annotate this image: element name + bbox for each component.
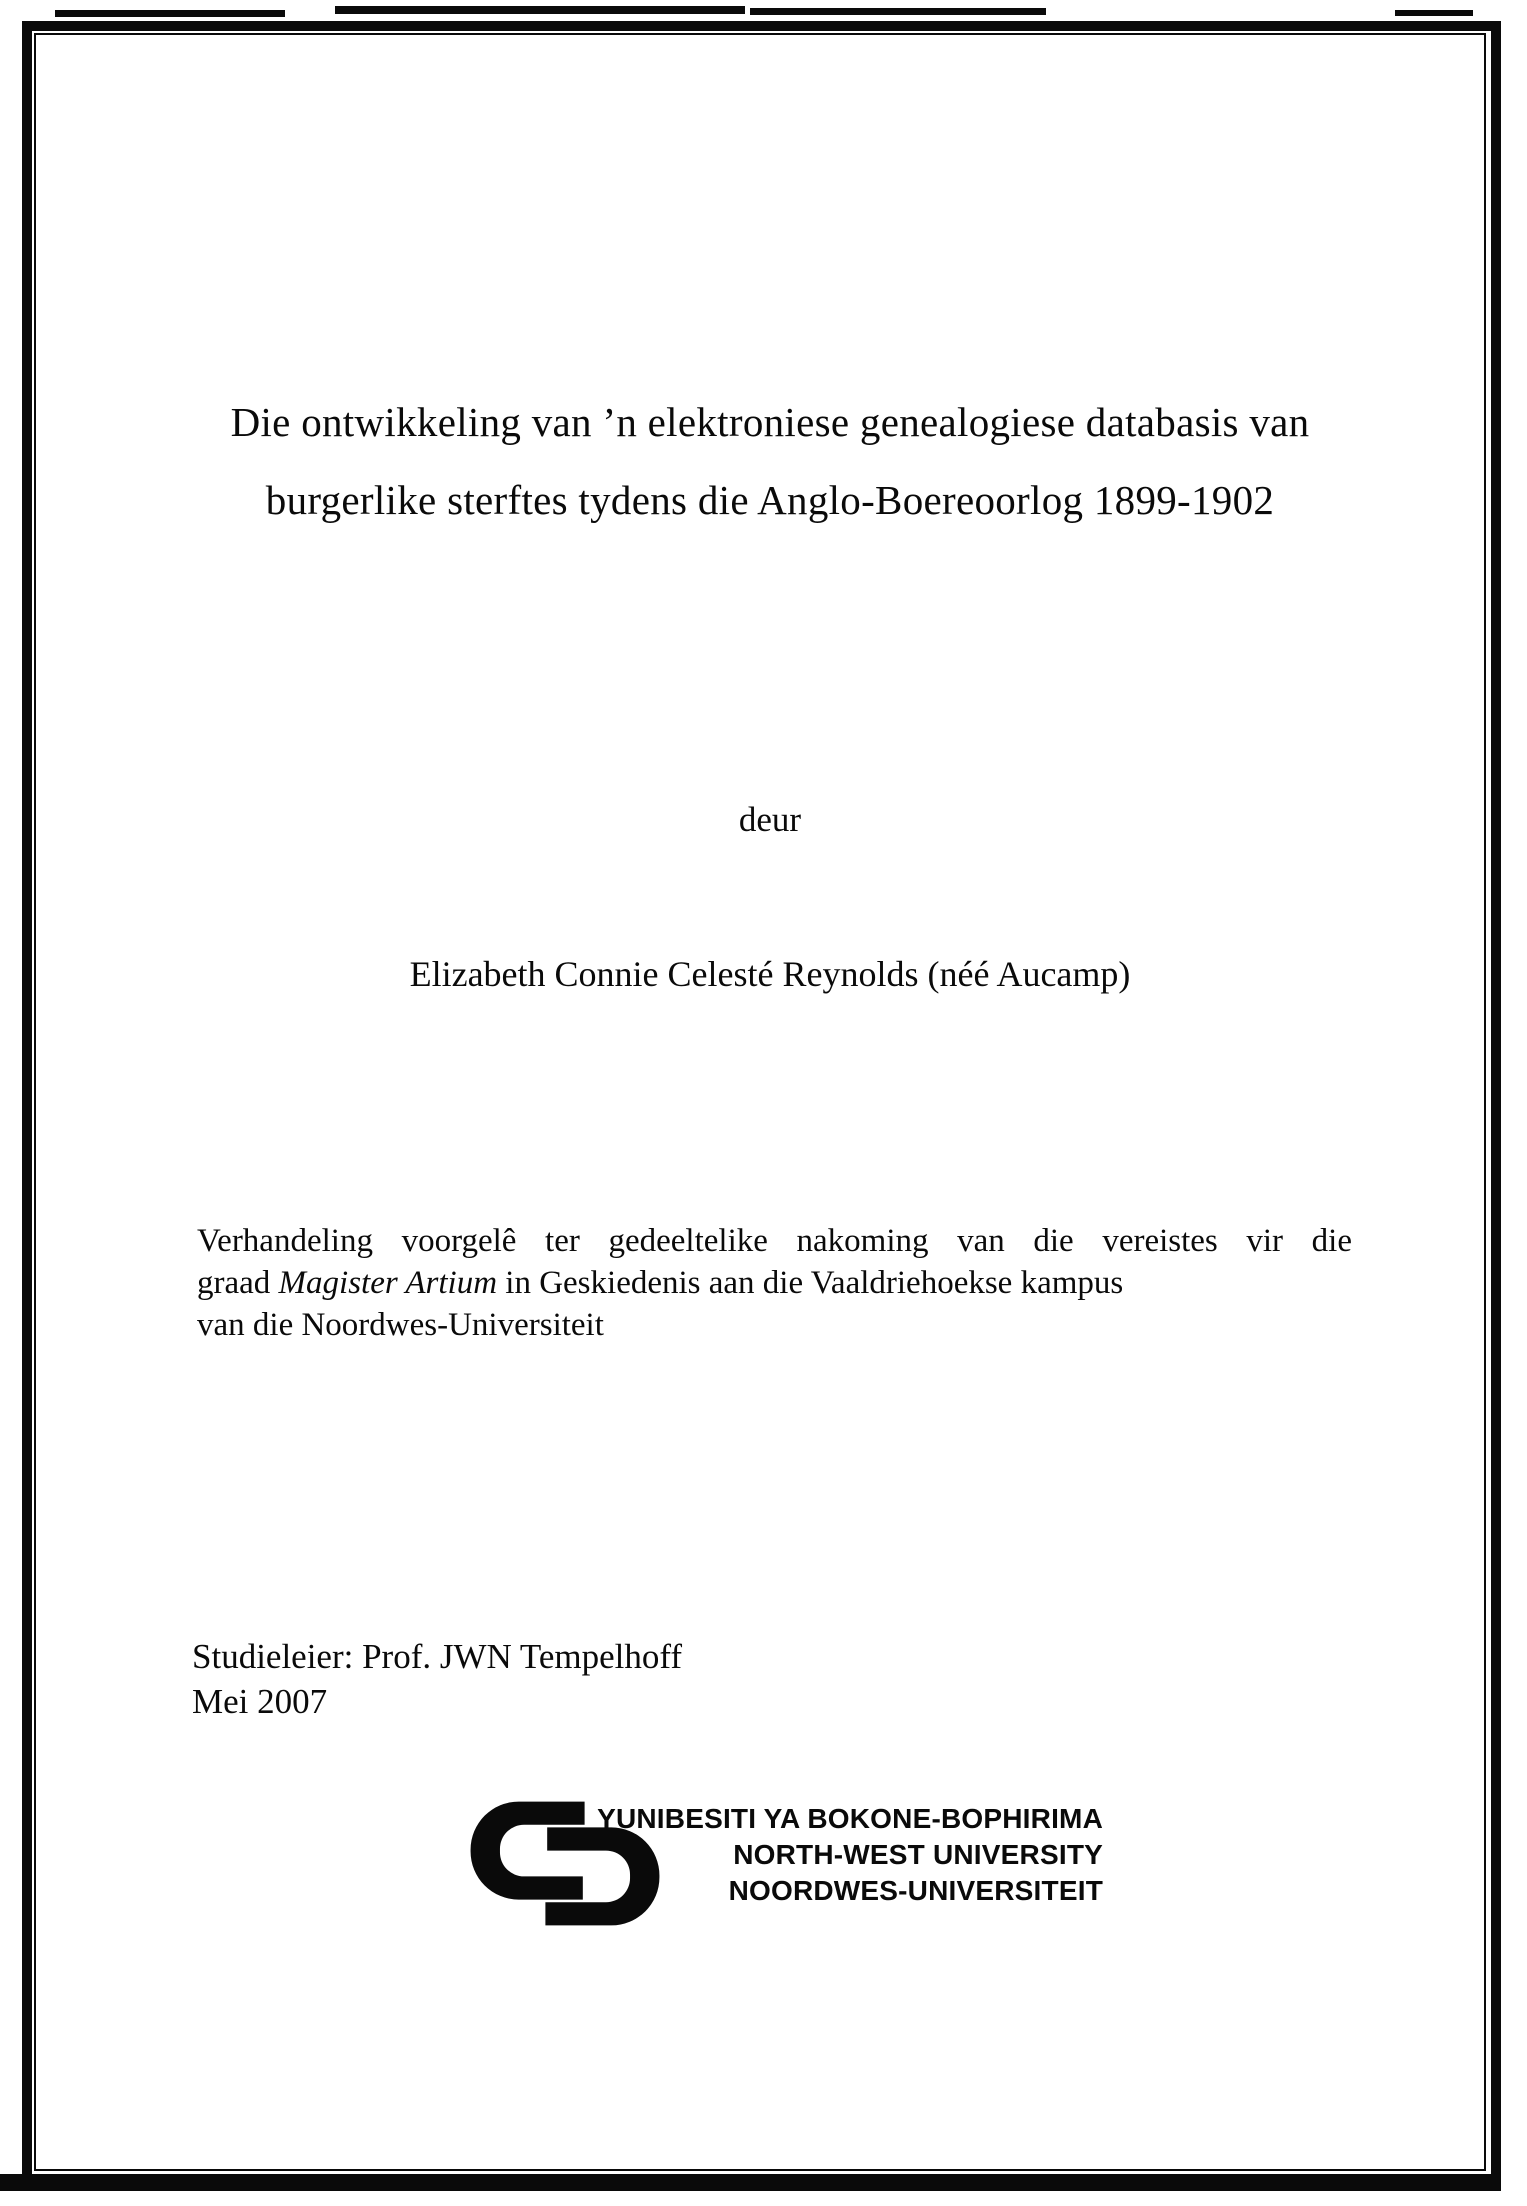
nwu-logo-line2: NORTH-WEST UNIVERSITY: [733, 1839, 1103, 1870]
supervisor-block: [192, 1634, 682, 1724]
scan-artifact: [55, 10, 285, 17]
author-name: Elizabeth Connie Celesté Reynolds (néé Aucamp): [409, 954, 1131, 994]
degree-description-line3: van die Noordwes-Universiteit: [197, 1307, 604, 1343]
nwu-logo-line3: NOORDWES-UNIVERSITEIT: [728, 1875, 1103, 1906]
degree-description-line2-post: in Geskiedenis aan die Vaaldriehoekse kampus: [497, 1265, 1124, 1301]
thesis-title-line2: burgerlike sterftes tydens die Anglo-Boereoorlog 1899-1902: [265, 477, 1275, 523]
thesis-title: [100, 383, 1440, 539]
degree-description-line1: Verhandeling voorgelê ter gedeeltelike nakoming van die vereistes vir die: [197, 1223, 1352, 1259]
degree-description-line2: [197, 1262, 1352, 1304]
degree-description: [197, 1220, 1352, 1346]
date-line: Mei 2007: [192, 1682, 328, 1721]
scan-artifact: [1395, 10, 1473, 16]
north-west-university-logo: [467, 1798, 1103, 1932]
scan-artifact: [750, 8, 1046, 15]
nwu-logo-line1: YUNIBESITI YA BOKONE-BOPHIRIMA: [597, 1803, 1103, 1834]
byline-label: deur: [738, 800, 802, 839]
thesis-title-line1: Die ontwikkeling van ’n elektroniese genealogiese databasis van: [230, 399, 1310, 445]
supervisor-line: Studieleier: Prof. JWN Tempelhoff: [192, 1637, 683, 1676]
scan-artifact: [335, 6, 745, 14]
degree-name-italic: Magister Artium: [278, 1265, 498, 1301]
degree-description-line2-pre: graad: [197, 1265, 279, 1301]
nwu-logo-wordmark: [597, 1801, 1103, 1909]
